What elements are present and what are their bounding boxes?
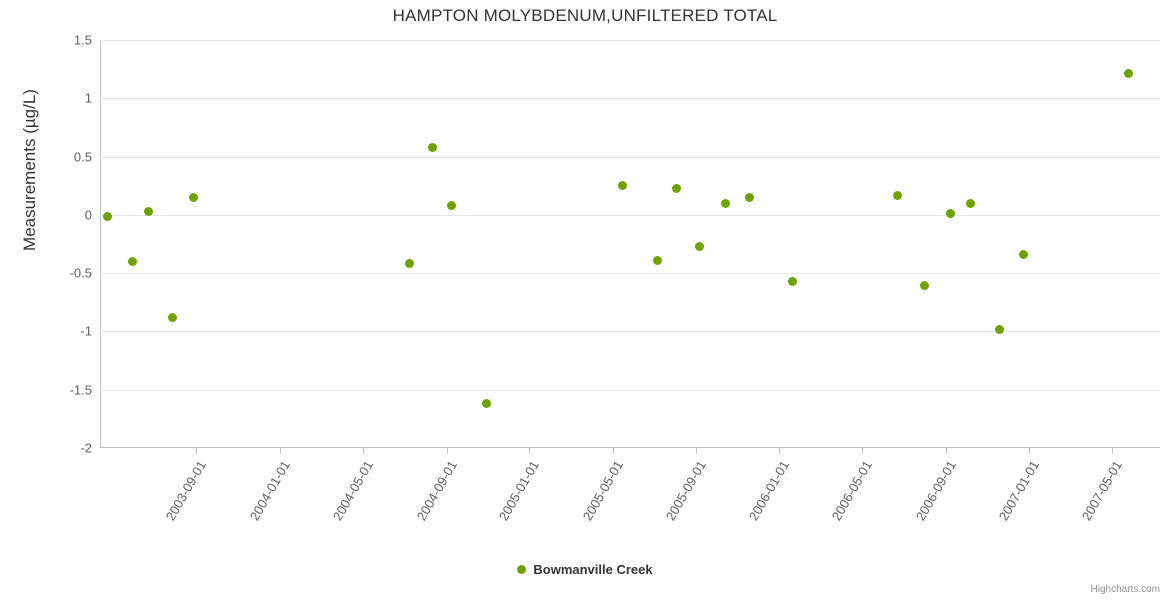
y-axis-tick-label: -1 [80,323,92,339]
x-axis-tick-label: 2004-01-01 [246,458,294,524]
data-point[interactable] [618,181,627,190]
x-axis-tick-label: 2004-09-01 [413,458,460,524]
data-point[interactable] [653,256,662,265]
x-axis-tick [1029,448,1030,454]
x-axis-tick-label: 2005-09-01 [662,458,709,524]
x-axis-tick [280,448,281,454]
y-axis-tick-label: 1.5 [73,32,92,48]
x-axis-tick-label: 2005-01-01 [496,458,543,524]
y-axis-title: Measurements (µg/L) [20,89,39,251]
data-point[interactable] [428,143,437,152]
data-point[interactable] [946,209,955,218]
data-point[interactable] [1019,250,1028,259]
data-point[interactable] [128,257,137,266]
x-axis-tick-label: 2003-09-01 [163,458,210,524]
y-axis-tick-label: 1 [84,90,92,106]
x-axis-tick-label: 2005-05-01 [579,458,627,524]
data-point[interactable] [893,191,902,200]
legend-item-label: Bowmanville Creek [533,562,653,577]
y-axis-line [100,40,101,448]
y-gridline [100,390,1160,391]
x-axis-tick [529,448,530,454]
data-point[interactable] [695,242,704,251]
x-axis-tick [946,448,947,454]
data-point[interactable] [1124,69,1133,78]
x-axis-tick-label: 2006-05-01 [828,458,876,524]
chart-credits: Highcharts.com [1090,584,1160,595]
y-axis-tick-label: -1.5 [69,382,92,398]
x-axis-tick [1112,448,1113,454]
y-gridline [100,40,1160,41]
x-axis-tick-label: 2004-05-01 [329,458,376,524]
y-gridline [100,98,1160,99]
y-axis-tick-label: 0 [84,207,92,223]
x-axis-tick [363,448,364,454]
legend-marker-icon [517,565,526,574]
data-point[interactable] [745,193,754,202]
y-axis-tick-label: -2 [80,440,92,456]
x-axis-tick-label: 2007-05-01 [1079,458,1126,524]
data-point[interactable] [966,199,975,208]
chart-title: HAMPTON MOLYBDENUM,UNFILTERED TOTAL [392,6,778,25]
data-point[interactable] [721,199,730,208]
data-point[interactable] [788,277,797,286]
legend-item-bowmanville-creek[interactable] [517,562,652,577]
data-point[interactable] [103,212,112,221]
chart-legend [0,562,1170,577]
plot-area [69,32,1160,456]
data-point[interactable] [672,184,681,193]
data-point[interactable] [920,281,929,290]
y-gridline [100,215,1160,216]
data-point[interactable] [447,201,456,210]
y-axis-tick-label: 0.5 [73,149,92,165]
x-axis-tick [613,448,614,454]
x-axis-tick [447,448,448,454]
data-point[interactable] [189,193,198,202]
x-axis-tick [696,448,697,454]
y-gridline [100,157,1160,158]
x-axis-tick-label: 2006-01-01 [746,458,793,524]
data-point[interactable] [168,313,177,322]
x-axis-tick-label: 2007-01-01 [995,458,1042,524]
data-point[interactable] [405,259,414,268]
y-gridline [100,273,1160,274]
y-axis-tick-label: -0.5 [69,265,92,281]
x-axis-labels [100,448,1160,558]
x-axis-tick [862,448,863,454]
x-axis-tick-label: 2006-09-01 [912,458,959,524]
